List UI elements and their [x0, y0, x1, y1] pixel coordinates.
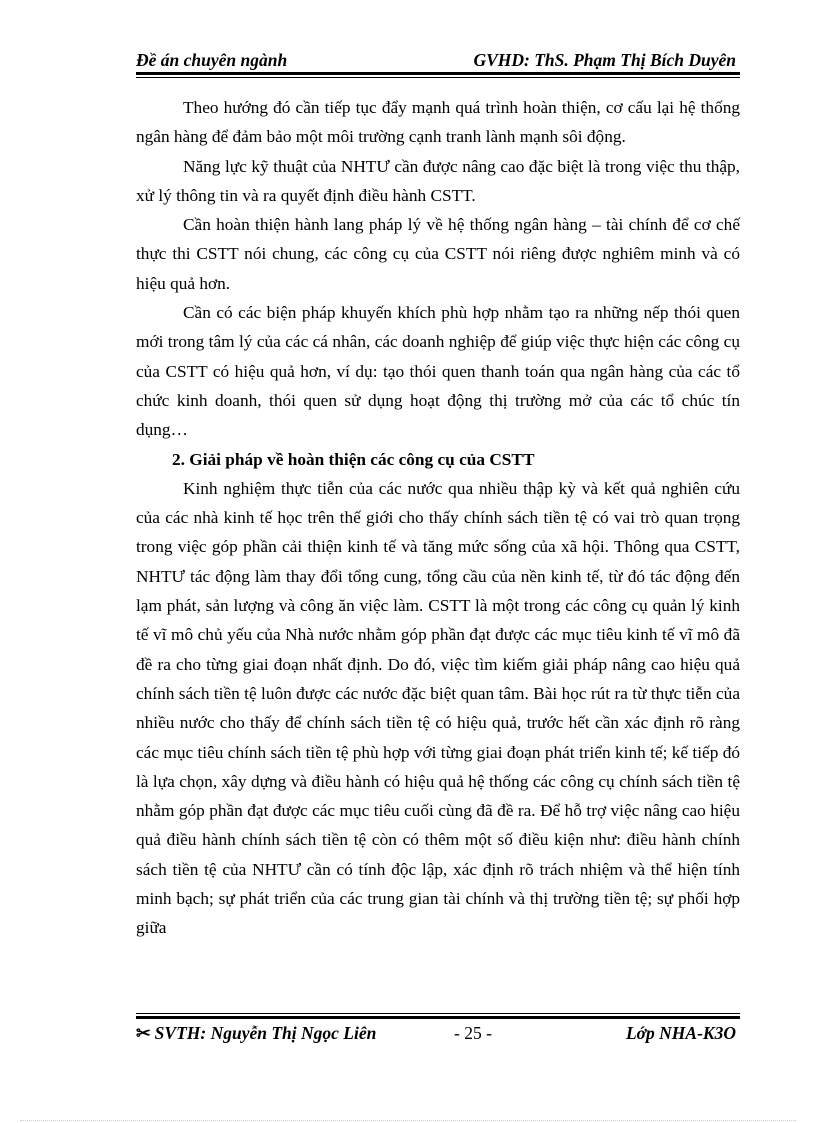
section-heading: 2. Giải pháp về hoàn thiện các công cụ của CSTT: [172, 449, 535, 469]
page-edge-divider: [20, 1120, 796, 1121]
body-paragraph: Theo hướng đó cần tiếp tục đẩy mạnh quá trình hoàn thiện, cơ cấu lại hệ thống ngân hàng để đảm bảo một môi trường cạnh tranh lành mạnh sôi động.: [136, 98, 740, 147]
footer-rule-thin: [136, 1013, 740, 1014]
page-number: - 25 -: [454, 1023, 492, 1043]
header-course-title: Đề án chuyên ngành: [136, 50, 288, 70]
header-rule-thin: [136, 77, 740, 78]
page-header: [136, 48, 740, 72]
footer-class: Lớp NHA-K3O: [625, 1023, 736, 1043]
body-paragraph: Năng lực kỹ thuật của NHTƯ cần được nâng cao đặc biệt là trong việc thu thập, xử lý thông tin và ra quyết định điều hành CSTT.: [136, 156, 740, 205]
footer-student: [136, 1023, 376, 1044]
footer-rule-thick: [136, 1016, 740, 1019]
body-paragraph: Cần hoàn thiện hành lang pháp lý về hệ thống ngân hàng – tài chính để cơ chế thực thi CSTT nói chung, các công cụ của CSTT nói riêng được nghiêm minh và có hiệu quả hơn.: [136, 215, 740, 293]
header-rule-thick: [136, 72, 740, 75]
footer-student-name: SVTH: Nguyễn Thị Ngọc Liên: [154, 1023, 377, 1043]
page-body: [136, 93, 740, 943]
body-paragraph: Cần có các biện pháp khuyến khích phù hợp nhằm tạo ra những nếp thói quen mới trong tâm lý của các cá nhân, các doanh nghiệp để giúp việc thực hiện các công cụ của CSTT có hiệu quả hơn, ví dụ: tạo thói quen thanh toán qua ngân hàng của các tổ chức kinh doanh, thói quen sử dụng hoạt động thị trường mở của các tổ chúc tín dụng…: [136, 303, 740, 440]
scissors-icon: ✂: [136, 1023, 151, 1043]
page-footer: [136, 1020, 740, 1046]
body-paragraph: Kinh nghiệm thực tiễn của các nước qua nhiều thập kỳ và kết quả nghiên cứu của các nhà kinh tế học trên thế giới cho thấy chính sách tiền tệ có vai trò quan trọng trong việc góp phần cải thiện kinh tế và tăng mức sống của xã hội. Thông qua CSTT, NHTƯ tác động làm thay đổi tổng cung, tổng cầu của nền kinh tế, từ đó tác động đến lạm phát, sản lượng và công ăn việc làm. CSTT là một trong các công cụ quản lý kinh tế vĩ mô chủ yếu của Nhà nước nhằm góp phần đạt được các mục tiêu kinh tế vĩ mô đã đề ra cho từng giai đoạn nhất định. Do đó, việc tìm kiếm giải pháp nâng cao hiệu quả chính sách tiền tệ luôn được các nước đặc biệt quan tâm. Bài học rút ra từ thực tiễn của nhiều nước cho thấy để chính sách tiền tệ có hiệu quả, trước hết cần xác định rõ ràng các mục tiêu chính sách tiền tệ phù hợp với từng giai đoạn phát triển kinh tế; kế tiếp đó là lựa chọn, xây dựng và điều hành có hiệu quả hệ thống các công cụ chính sách tiền tệ nhằm góp phần đạt được các mục tiêu cuối cùng đã đề ra. Để hỗ trợ việc nâng cao hiệu quả điều hành chính sách tiền tệ còn có thêm một số điều kiện như: điều hành chính sách tiền tệ của NHTƯ cần có tính độc lập, xác định rõ trách nhiệm và thể hiện tính minh bạch; sự phát triển của các trung gian tài chính và thị trường tiền tệ; sự phối hợp giữa: [136, 478, 740, 938]
header-supervisor: GVHD: ThS. Phạm Thị Bích Duyên: [473, 50, 736, 70]
